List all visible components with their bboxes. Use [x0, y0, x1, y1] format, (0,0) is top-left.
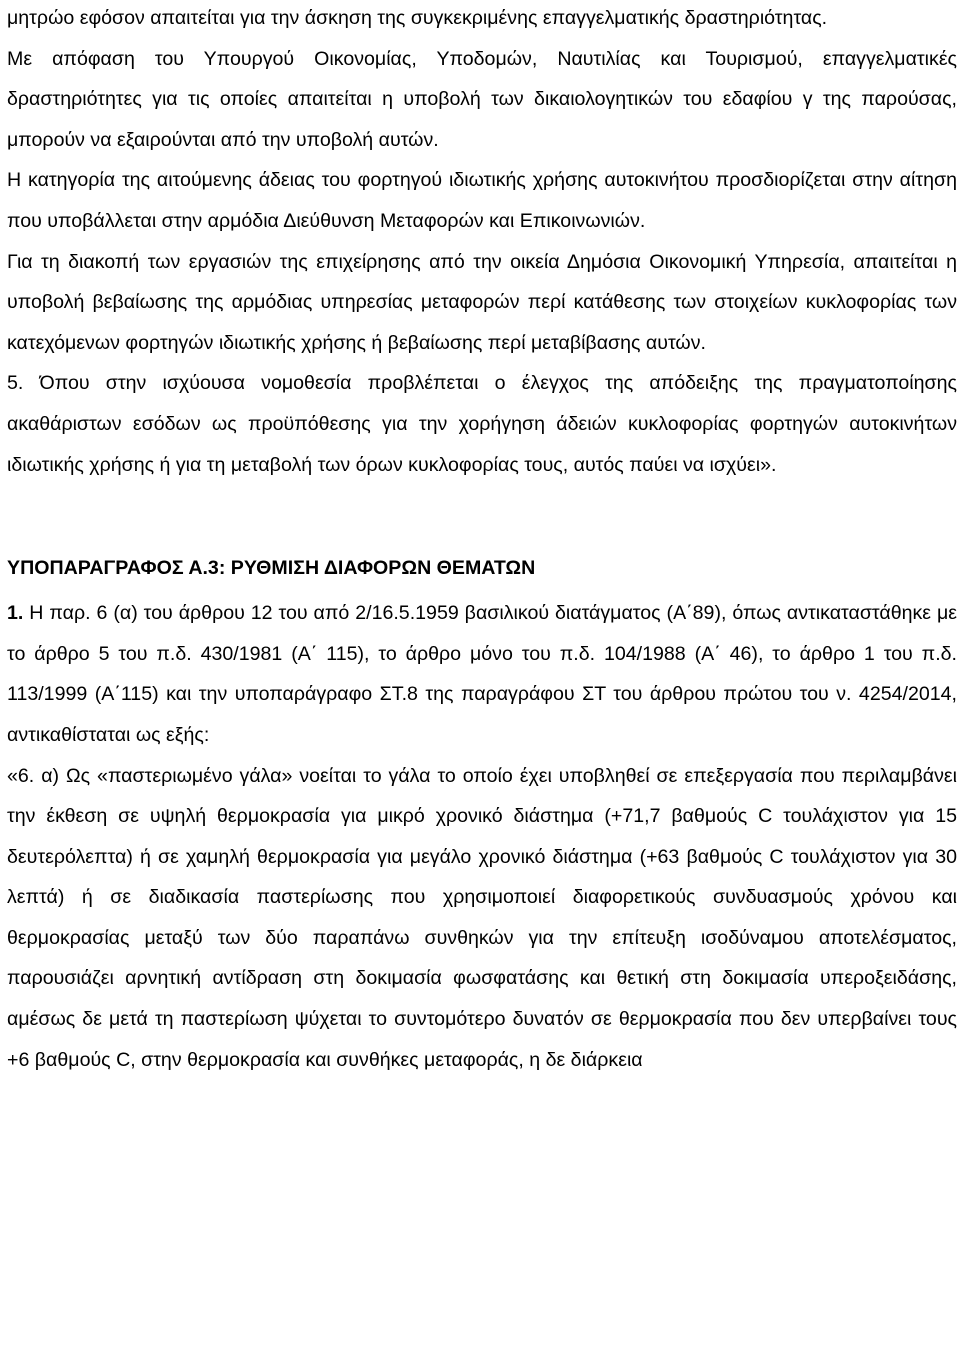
item-number: 1.	[7, 602, 24, 625]
paragraph-item-5: 5. Όπου στην ισχύουσα νομοθεσία προβλέπεται ο έλεγχος της απόδειξης της πραγματοποίησης ακαθάριστων εσόδων ως προϋπόθεσης για την χορήγηση άδειών κυκλοφορίας φορτηγών αυτοκινήτων ιδιωτικής χρήσης ή για τη μεταβολή των όρων κυκλοφορίας τους, αυτός παύει να ισχύει».	[7, 372, 957, 476]
paragraph-item-1	[7, 593, 957, 755]
paragraph-registry: μητρώο εφόσον απαιτείται για την άσκηση της συγκεκριμένης επαγγελματικής δραστηριότητας.	[7, 7, 828, 29]
paragraph-license-category: Η κατηγορία της αιτούμενης άδειας του φορτηγού ιδιωτικής χρήσης αυτοκινήτου προσδιορίζεται στην αίτηση που υποβάλλεται στην αρμόδια Διεύθυνση Μεταφορών και Επικοινωνιών.	[7, 169, 957, 232]
paragraph-quoted-amendment: «6. α) Ως «παστεριωμένο γάλα» νοείται το γάλα το οποίο έχει υποβληθεί σε επεξεργασία που περιλαμβάνει την έκθεση σε υψηλή θερμοκρασία για μικρό χρονικό διάστημα (+71,7 βαθμούς C τουλάχιστον για 15 δευτερόλεπτα) ή σε χαμηλή θερμοκρασία για μεγάλο χρονικό διάστημα (+63 βαθμούς C τουλάχιστον για 30 λεπτά) ή σε διαδικασία παστερίωσης που χρησιμοποιεί διαφορετικούς συνδυασμούς χρόνου και θερμοκρασίας μεταξύ των δύο παραπάνω συνθηκών για την επίτευξη ισοδύναμου αποτελέσματος, παρουσιάζει αρνητική αντίδραση στη δοκιμασία φωσφατάσης και θετική στη δοκιμασία υπεροξειδάσης, αμέσως δε μετά τη παστερίωση ψύχεται το συντομότερο δυνατόν σε θερμοκρασία που δεν υπερβαίνει τους +6 βαθμούς C, στην θερμοκρασία και συνθήκες μεταφοράς, η δε διάρκεια	[7, 764, 957, 1071]
document-page	[7, 0, 957, 1080]
paragraph-ministerial-decision: Με απόφαση του Υπουργού Οικονομίας, Υποδομών, Ναυτιλίας και Τουρισμού, επαγγελματικές δραστηριότητες για τις οποίες απαιτείται η υποβολή των δικαιολογητικών του εδαφίου γ της παρούσας, μπορούν να εξαιρούνται από την υποβολή αυτών.	[7, 47, 957, 151]
section-heading: ΥΠΟΠΑΡΑΓΡΑΦΟΣ Α.3: ΡΥΘΜΙΣΗ ΔΙΑΦΟΡΩΝ ΘΕΜΑΤΩΝ	[7, 557, 536, 580]
paragraph-business-suspension: Για τη διακοπή των εργασιών της επιχείρησης από την οικεία Δημόσια Οικονομική Υπηρεσία, απαιτείται η υποβολή βεβαίωσης της αρμόδιας υπηρεσίας μεταφορών περί κατάθεσης των στοιχείων κυκλοφορίας των κατεχόμενων φορτηγών ιδιωτικής χρήσης ή βεβαίωσης περί μεταβίβασης αυτών.	[7, 250, 957, 354]
item-1-text: Η παρ. 6 (α) του άρθρου 12 του από 2/16.5.1959 βασιλικού διατάγματος (Α΄89), όπως αντικαταστάθηκε με το άρθρο 5 του π.δ. 430/1981 (Α΄ 115), το άρθρο μόνο του π.δ. 104/1988 (Α΄ 46), το άρθρο 1 του π.δ. 113/1999 (Α΄115) και την υποπαράγραφο ΣΤ.8 της παραγράφου ΣΤ του άρθρου πρώτου του ν. 4254/2014, αντικαθίσταται ως εξής:	[7, 602, 957, 746]
